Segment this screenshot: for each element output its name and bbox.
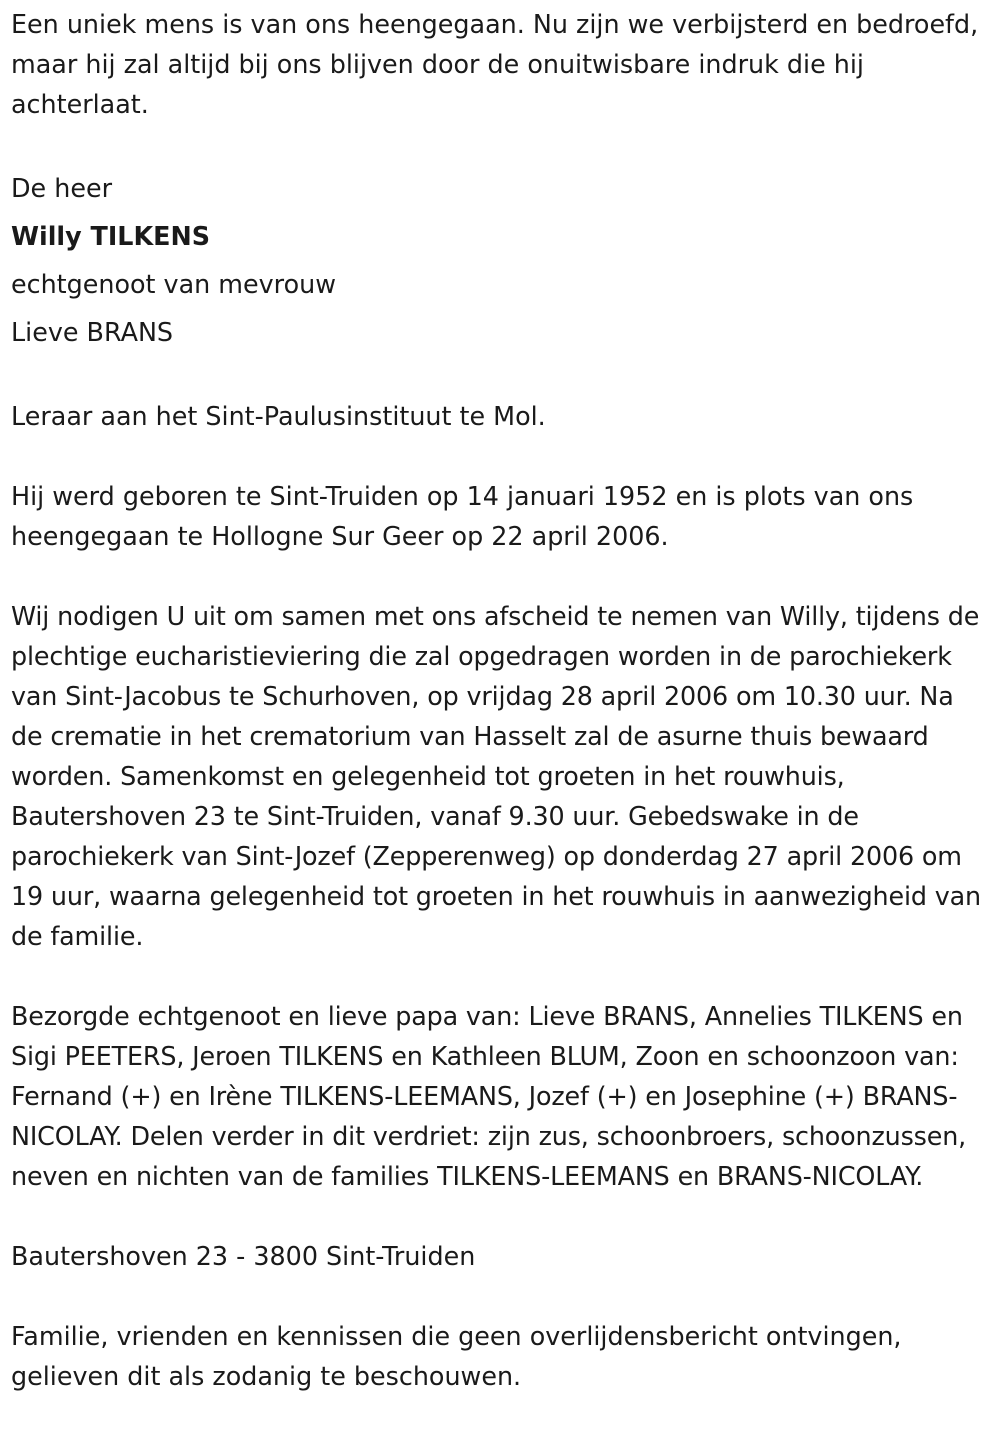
spacer	[11, 356, 986, 396]
obituary-document	[11, 4, 986, 1396]
family-paragraph: Bezorgde echtgenoot en lieve papa van: Lieve BRANS, Annelies TILKENS en Sigi PEETERS, Jeroen TILKENS en Kathleen BLUM, Zoon en schoonzoon van: Fernand (+) en Irène TILKENS-LEEMANS, Jozef (+) en Josephine (+) BRANS-NICOLAY. Delen verder in dit verdriet: zijn zus, schoonbroers, schoonzussen, neven en nichten van de families TILKENS-LEEMANS en BRANS-NICOLAY.	[11, 1001, 967, 1191]
birth-death-paragraph: Hij werd geboren te Sint-Truiden op 14 januari 1952 en is plots van ons heengegaan te Hollogne Sur Geer op 22 april 2006.	[11, 481, 914, 551]
spacer	[11, 436, 986, 476]
relation-text: echtgenoot van mevrouw	[11, 269, 336, 299]
address-line: Bautershoven 23 - 3800 Sint-Truiden	[11, 1241, 476, 1271]
spouse-name: Lieve BRANS	[11, 317, 174, 347]
salutation: De heer	[11, 173, 113, 203]
spacer	[11, 124, 986, 164]
occupation-paragraph: Leraar aan het Sint-Paulusinstituut te Mol.	[11, 401, 546, 431]
intro-paragraph: Een uniek mens is van ons heengegaan. Nu zijn we verbijsterd en bedroefd, maar hij zal altijd bij ons blijven door de onuitwisbare indruk die hij achterlaat.	[11, 9, 979, 119]
spacer	[11, 956, 986, 996]
spacer	[11, 1196, 986, 1236]
closing-paragraph: Familie, vrienden en kennissen die geen overlijdensbericht ontvingen, gelieven dit als zodanig te beschouwen.	[11, 1321, 902, 1391]
deceased-name: Willy TILKENS	[11, 221, 211, 251]
spacer	[11, 556, 986, 596]
spacer	[11, 1276, 986, 1316]
ceremony-paragraph: Wij nodigen U uit om samen met ons afscheid te nemen van Willy, tijdens de plechtige eucharistieviering die zal opgedragen worden in de parochiekerk van Sint-Jacobus te Schurhoven, op vrijdag 28 april 2006 om 10.30 uur. Na de crematie in het crematorium van Hasselt zal de asurne thuis bewaard worden. Samenkomst en gelegenheid tot groeten in het rouwhuis, Bautershoven 23 te Sint-Truiden, vanaf 9.30 uur. Gebedswake in de parochiekerk van Sint-Jozef (Zepperenweg) op donderdag 27 april 2006 om 19 uur, waarna gelegenheid tot groeten in het rouwhuis in aanwezigheid van de familie.	[11, 601, 981, 951]
